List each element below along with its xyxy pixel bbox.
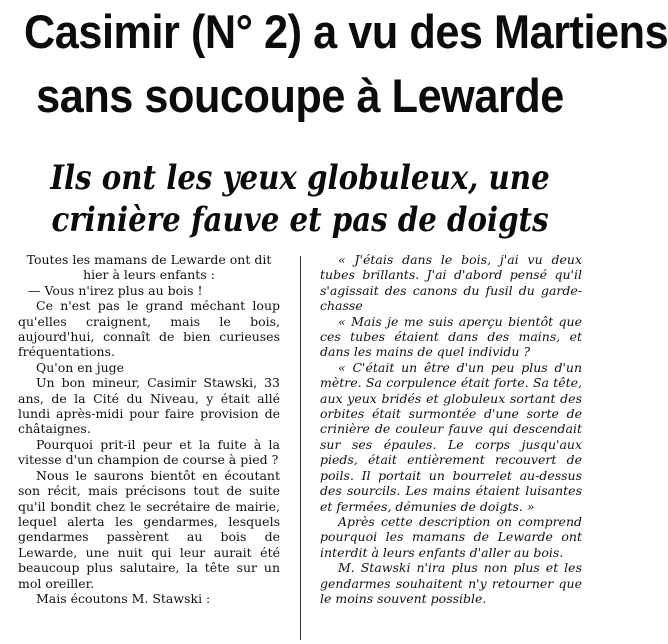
article-left-column [18, 252, 280, 640]
paragraph: Qu'on en juge [36, 359, 125, 375]
paragraph: M. Stawski n'ira plus non plus et les gendarmes souhaitent n'y retourner que le moins souvent possible. [320, 560, 582, 606]
paragraph: « J'étais dans le bois, j'ai vu deux tubes brillants. J'ai d'abord pensé qu'il s'agissait des canons du fusil du garde-chasse [320, 252, 582, 314]
paragraph: Mais écoutons M. Stawski : [36, 590, 211, 606]
article-right-column [320, 252, 582, 640]
paragraph: « C'était un être d'un peu plus d'un mètre. Sa corpulence était forte. Sa tête, aux yeux bridés et globuleux sortant des orbites était surmontée d'une sorte de crinière de couleur fauve qui descendait sur ses épaules. Le corps jusqu'aux pieds, était entièrement recouvert de poils. Il portait un bourrelet au-dessus des sourcils. Les mains étaient luisantes et fermées, démunies de doigts. » [320, 359, 582, 514]
headline-line-1: Casimir (N° 2) a vu des Martiens [24, 5, 668, 58]
paragraph: Nous le saurons bientôt en écoutant son récit, mais précisons tout de suite qu'il bondit chez le secrétaire de mairie, lequel alerta les gendarmes, lesquels gendarmes passèrent au bois de Lewarde, une nuit qui leur aurait été beaucoup plus salutaire, la tête sur un mol oreiller. [18, 467, 280, 591]
headline-line-2: sans soucoupe à Lewarde [36, 69, 564, 122]
paragraph: « Mais je me suis aperçu bientôt que ces tubes étaient dans des mains, et dans les mains de quel individu ? [320, 313, 582, 360]
column-divider [300, 256, 301, 640]
paragraph: Toutes les mamans de Lewarde ont dit hier à leurs enfants : [26, 252, 272, 283]
paragraph: Un bon mineur, Casimir Stawski, 33 ans, de la Cité du Niveau, y était allé lundi après-midi pour faire provision de châtaignes. [18, 375, 280, 437]
paragraph: Après cette description on comprend pourquoi les mamans de Lewarde ont interdit à leurs enfants d'aller au bois. [320, 513, 582, 560]
paragraph: — Vous n'irez plus au bois ! [28, 282, 203, 298]
subheadline-line-1: Ils ont les yeux globuleux, une [50, 158, 550, 198]
paragraph: Pourquoi prit-il peur et la fuite à la vitesse d'un champion de course à pied ? [18, 436, 280, 468]
subheadline-line-2: crinière fauve et pas de doigts [51, 200, 549, 240]
paragraph: Ce n'est pas le grand méchant loup qu'elles craignent, mais le bois, aujourd'hui, connaît de bien curieuses fréquentations. [18, 298, 280, 360]
